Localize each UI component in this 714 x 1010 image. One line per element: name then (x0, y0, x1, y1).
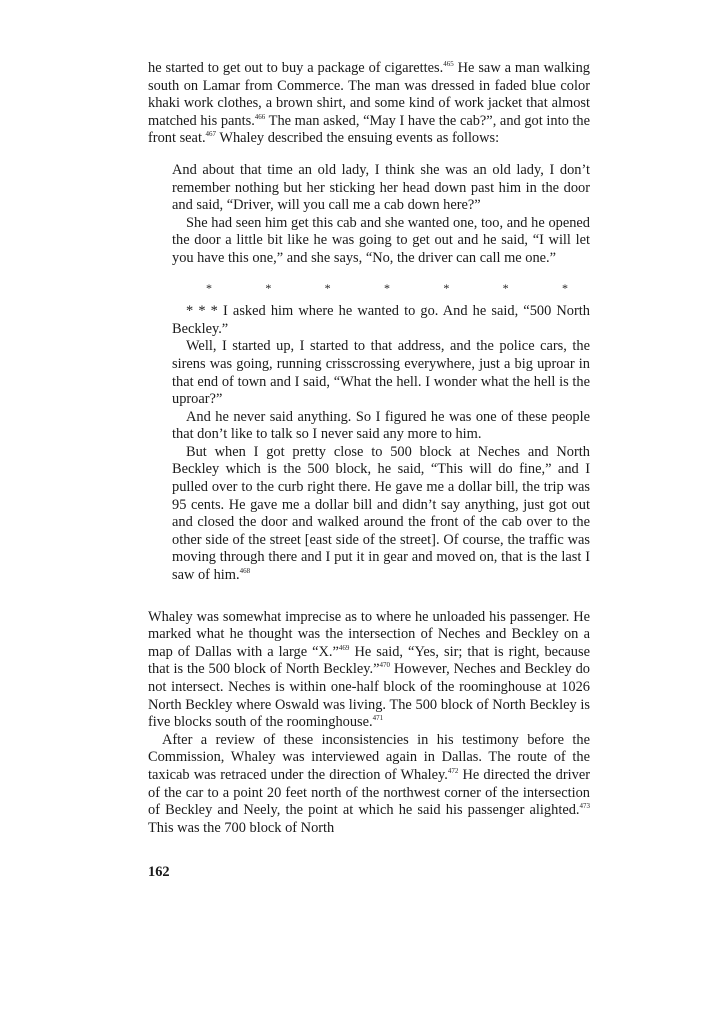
testimony-quote (172, 162, 590, 585)
star-mark: * (265, 280, 272, 295)
document-page (148, 60, 590, 837)
paragraph-route-retraced: After a review of these inconsistencies in his testimony before the Commission, Whaley was interviewed again in Dallas. The route of the taxicab was retraced under the direction of Whaley.$^{472}$ He directed the driver of the car to a point 20 feet north of the northwest corner of the intersection of Beckley and Neely, the point at which he said his passenger alighted.$^{473}$ This was the 700 block of North (148, 731, 590, 836)
footnote-ref: 467 (205, 130, 217, 139)
footnote-ref: 473 (579, 802, 590, 811)
star-mark: * (502, 280, 509, 295)
footnote-ref: 471 (372, 714, 384, 723)
star-mark: * (383, 280, 390, 295)
quote-paragraph: And about that time an old lady, I think she was an old lady, I don’t remember nothing but her sticking her head down past him in the door and said, “Driver, will you call me a cab down here?” (172, 161, 590, 214)
star-mark: * (324, 280, 331, 295)
quote-paragraph: She had seen him get this cab and she wanted one, too, and he opened the door a little bit like he was going to get out and he said, “I will let you have this one,” and she says, “No, the driver can call me one.” (172, 214, 590, 266)
quote-paragraph: * * * I asked him where he wanted to go. And he said, “500 North Beckley.” (172, 303, 590, 337)
footnote-ref: 470 (379, 661, 390, 670)
star-mark: * (443, 280, 450, 295)
footnote-ref: 472 (447, 766, 459, 775)
star-mark: * (206, 280, 212, 295)
footnote-ref: 469 (338, 643, 350, 652)
paragraph-imprecise-location: Whaley was somewhat imprecise as to where he unloaded his passenger. He marked what he thought was the intersection of Neches and Beckley on a map of Dallas with a large “X.”$^{469}$ He said, “Yes, sir; that is right, because that is the 500 block of North Beckley.”$^{470}$ However, Neches and Beckley do not intersect. Neches is within one-half block of the roominghouse at 1026 North Beckley where Oswald was living. The 500 block of North Beckley is five blocks south of the roominghouse.$^{471}$ (148, 608, 590, 731)
footnote-ref: 465 (443, 60, 454, 68)
ellipsis-stars (172, 280, 590, 298)
quote-paragraph: But when I got pretty close to 500 block at Neches and North Beckley which is the 500 block, he said, “This will do fine,” and I pulled over to the curb right there. He gave me a dollar bill, the trip was 95 cents. He gave me a dollar bill and didn’t say anything, just got out and closed the door and walked around the front of the cab over to the other side of the street [east side of the street]. Of course, the traffic was moving through there and I put it in gear and moved on, that is the last I saw of him.$^{468}$ (172, 443, 590, 584)
quote-paragraph: Well, I started up, I started to that address, and the police cars, the sirens was going, running crisscrossing everywhere, just a big uproar in that end of town and I said, “What the hell. I wonder what the hell is the uproar?” (172, 338, 590, 408)
paragraph-cab-request: he started to get out to buy a package of cigarettes.$^{465}$ He saw a man walking south on Lamar from Commerce. The man was dressed in faded blue color khaki work clothes, a brown shirt, and some kind of work jacket that almost matched his pants.$^{466}$ The man asked, “May I have the cab?”, and got into the front seat.$^{467}$ Whaley described the ensuing events as follows: (148, 60, 590, 147)
star-mark: * (561, 280, 568, 295)
page-number: 162 (148, 864, 170, 880)
footnote-ref: 466 (254, 112, 266, 121)
footnote-ref: 468 (239, 567, 251, 576)
quote-paragraph: And he never said anything. So I figured he was one of these people that don’t like to talk so I never said any more to him. (172, 408, 590, 443)
